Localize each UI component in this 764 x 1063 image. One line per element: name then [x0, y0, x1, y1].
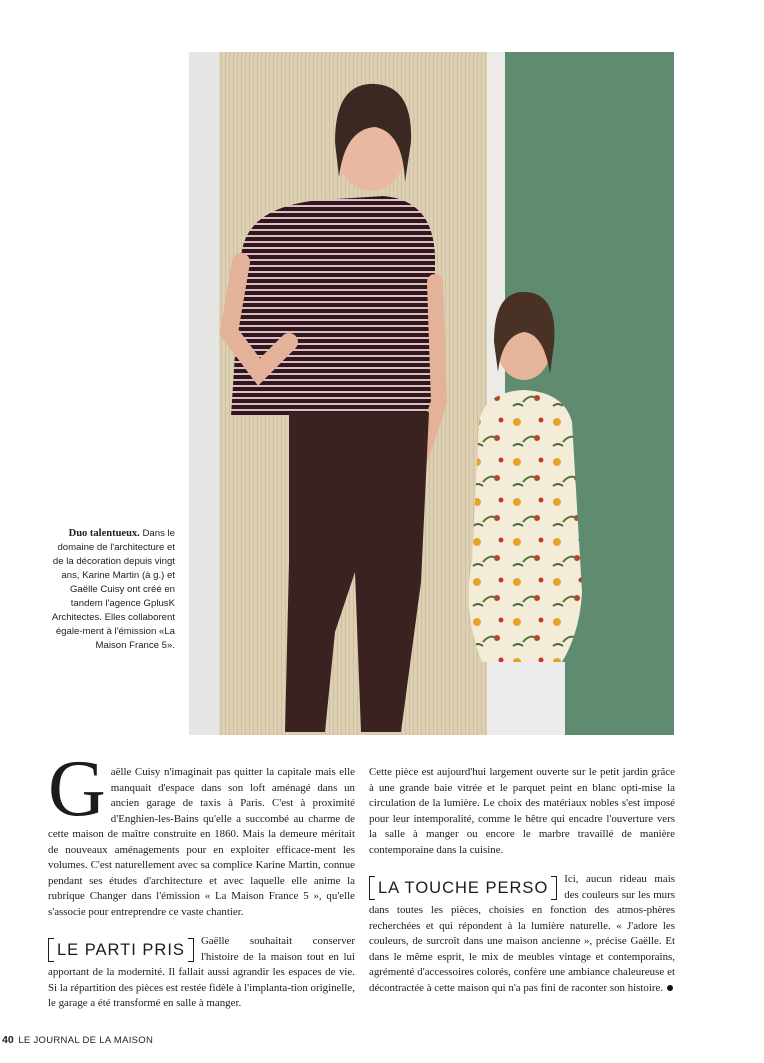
photo-caption: [50, 527, 175, 653]
paragraph-3: Cette pièce est aujourd'hui largement ouverte sur le petit jardin grâce à une grande baie vitrée et le parquet peint en blanc opti-mise la circulation de la lumière. Le choix des matériaux nobles s'est imposé pour leur intemporalité, comme le hêtre qui encadre l'ouverture vers la salle à manger ou encore le marbre travaillé de manière contemporaine dans la cuisine.: [369, 766, 675, 856]
caption-title: Duo talentueux.: [68, 528, 140, 539]
section-heading-parti-pris: LE PARTI PRIS: [48, 938, 194, 962]
page-number: 40: [2, 1034, 14, 1046]
section-parti-pris: [48, 934, 355, 1012]
drop-cap: G: [48, 745, 106, 833]
page-footer: [2, 1034, 153, 1046]
publication-name: LE JOURNAL DE LA MAISON: [18, 1035, 154, 1046]
article-column-left: [48, 745, 355, 1012]
article-column-right: [369, 765, 675, 996]
intro-paragraph: [48, 745, 355, 920]
caption-text: Dans le domaine de l'architecture et de la décoration depuis vingt ans, Karine Martin (à g.) et Gaëlle Cuisy ont créé en tandem l'agence GplusK Architectes. Elles collaborent égale-ment à l'émission «La Maison France 5».: [51, 528, 175, 651]
paragraph-4: Ici, aucun rideau mais des couleurs sur les murs dans toutes les pièces, choisies en fonction des atmos-phères recherchées et qui répondent à la lumière naturelle. « J'adore les couleurs, de surcroît dans une maison ancienne », précise Gaëlle. Et dans le même esprit, le mix de meubles vintage et contemporains, agrémenté d'accessoires colorés, confère une ambiance chaleureuse et décontractée à cette maison qui n'a pas fini de raconter son histoire.: [369, 873, 675, 994]
paragraph-2: Gaëlle souhaitait conserver l'histoire de la maison tout en lui apportant de la modernité. Il fallait aussi agrandir les espaces de vie. Si la répartition des pièces est restée fidèle à l'implanta-tion originelle, le garage a été transformé en salle à manger.: [48, 935, 355, 1009]
photo-duo-portrait-icon: [189, 52, 674, 735]
article-photo: [189, 52, 674, 735]
section-heading-touche-perso: LA TOUCHE PERSO: [369, 876, 557, 900]
paragraph-1: aëlle Cuisy n'imaginait pas quitter la capitale mais elle manquait d'espace dans son loft aménagé dans un ancien garage de taxis à Paris. C'est à proximité d'Enghien-les-Bains qu'elle a succombé au charme de cette maison de maître construite en 1860. Mais la demeure méritait de nouveaux aménagements pour en exploiter efficace-ment les volumes. C'est naturellement avec sa complice Karine Martin, connue pendant ses études d'architecture et avec laquelle elle anime la rubrique Changer dans l'émission « La Maison France 5 », qu'elle s'associe pour entreprendre ce vaste chantier.: [48, 766, 355, 918]
end-mark-icon: [667, 985, 673, 991]
section-touche-perso: [369, 872, 675, 996]
